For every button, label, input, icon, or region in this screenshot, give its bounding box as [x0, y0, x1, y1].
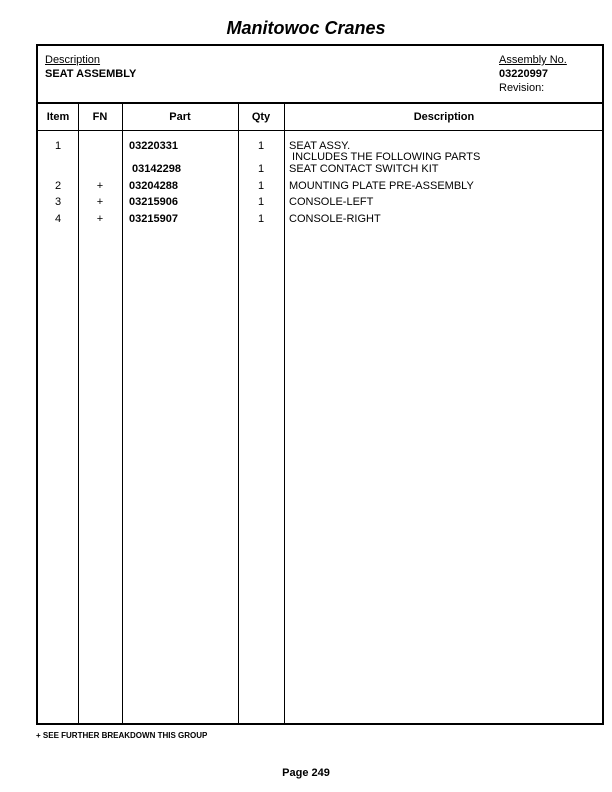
description-value: SEAT ASSEMBLY: [45, 68, 137, 80]
cell-qty: 1: [257, 213, 265, 225]
column-divider: [284, 102, 285, 723]
cell-part: 03215906: [129, 196, 178, 208]
cell-part: 03204288: [129, 180, 178, 192]
cell-fn: +: [96, 180, 104, 192]
cell-description: INCLUDES THE FOLLOWING PARTS: [289, 151, 481, 163]
cell-qty: 1: [257, 163, 265, 175]
cell-description: SEAT CONTACT SWITCH KIT: [289, 163, 439, 175]
cell-item: 3: [54, 196, 62, 208]
revision-label: Revision:: [499, 82, 545, 94]
footnote: + SEE FURTHER BREAKDOWN THIS GROUP: [36, 731, 208, 740]
cell-item: 4: [54, 213, 62, 225]
cell-part: 03142298: [129, 163, 181, 175]
cell-qty: 1: [257, 140, 265, 152]
cell-description: MOUNTING PLATE PRE-ASSEMBLY: [289, 180, 474, 192]
assembly-value: 03220997: [499, 68, 548, 80]
cell-item: 2: [54, 180, 62, 192]
cell-fn: +: [96, 213, 104, 225]
cell-qty: 1: [257, 180, 265, 192]
cell-part: 03220331: [129, 140, 178, 152]
description-label: Description: [45, 54, 101, 66]
column-divider: [122, 102, 123, 723]
cell-qty: 1: [257, 196, 265, 208]
document-title: Manitowoc Cranes: [226, 18, 386, 38]
page-number: Page 249: [282, 767, 330, 779]
assembly-label: Assembly No.: [499, 54, 567, 66]
cell-description: SEAT ASSY.: [289, 140, 351, 152]
cell-description: CONSOLE-LEFT: [289, 196, 374, 208]
cell-part: 03215907: [129, 213, 178, 225]
parts-table-frame: [36, 44, 604, 725]
column-header-part: Part: [169, 111, 191, 123]
column-header-qty: Qty: [251, 111, 271, 123]
cell-description: CONSOLE-RIGHT: [289, 213, 381, 225]
column-header-description: Description: [413, 111, 475, 123]
column-header-item: Item: [46, 111, 70, 123]
column-header-fn: FN: [92, 111, 108, 123]
cell-fn: +: [96, 196, 104, 208]
cell-item: 1: [54, 140, 62, 152]
